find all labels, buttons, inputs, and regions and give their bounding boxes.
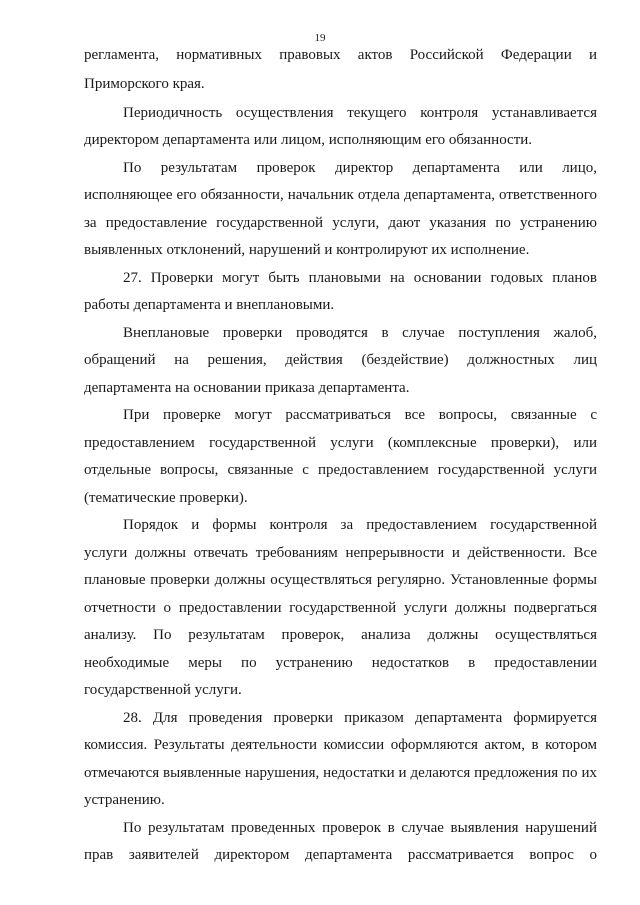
text-line: плановые проверки должны осуществляться регулярно. Установленные формы — [84, 572, 597, 588]
text-line: анализу. По результатам проверок, анализа должны осуществляться — [84, 627, 597, 643]
text-line: Периодичность осуществления текущего контроля устанавливается — [123, 105, 597, 121]
text-line: департамента на основании приказа департамента. — [84, 380, 410, 396]
text-line: При проверке могут рассматриваться все вопросы, связанные с — [123, 407, 597, 423]
text-line: директором департамента или лицом, исполняющим его обязанности. — [84, 132, 533, 148]
text-line: отчетности о предоставлении государственной услуги должны подвергаться — [84, 600, 597, 616]
text-line: исполняющее его обязанности, начальник отдела департамента, ответственного — [84, 187, 597, 203]
text-line: обращений на решения, действия (бездействие) должностных лиц — [84, 352, 597, 368]
text-line: отдельные вопросы, связанные с предоставлением государственной услуги — [84, 462, 597, 478]
text-line: 28. Для проведения проверки приказом департамента формируется — [123, 710, 597, 726]
text-line: предоставлением государственной услуги (комплексные проверки), или — [84, 435, 597, 451]
text-line: По результатам проведенных проверок в случае выявления нарушений — [123, 820, 597, 836]
text-line: 27. Проверки могут быть плановыми на основании годовых планов — [123, 270, 597, 286]
text-line: Порядок и формы контроля за предоставлением государственной — [123, 517, 597, 533]
page-number: 19 — [314, 32, 326, 44]
text-line: комиссия. Результаты деятельности комиссии оформляются актом, в котором — [84, 737, 597, 753]
text-line: государственной услуги. — [84, 682, 242, 698]
text-line: работы департамента и внеплановыми. — [84, 297, 335, 313]
text-line: отмечаются выявленные нарушения, недостатки и делаются предложения по их — [84, 765, 597, 781]
text-line: регламента, нормативных правовых актов Российской Федерации и — [84, 47, 597, 63]
text-line: услуги должны отвечать требованиям непрерывности и действенности. Все — [84, 545, 597, 561]
text-line: Приморского края. — [84, 76, 205, 92]
text-line: выявленных отклонений, нарушений и контролируют их исполнение. — [84, 242, 530, 258]
text-line: По результатам проверок директор департамента или лицо, — [123, 160, 597, 176]
text-line: устранению. — [84, 792, 165, 808]
text-line: необходимые меры по устранению недостатков в предоставлении — [84, 655, 597, 671]
text-line: Внеплановые проверки проводятся в случае поступления жалоб, — [123, 325, 597, 341]
text-line: прав заявителей директором департамента рассматривается вопрос о — [84, 847, 597, 863]
text-line: за предоставление государственной услуги, дают указания по устранению — [84, 215, 597, 231]
text-line: (тематические проверки). — [84, 490, 248, 506]
